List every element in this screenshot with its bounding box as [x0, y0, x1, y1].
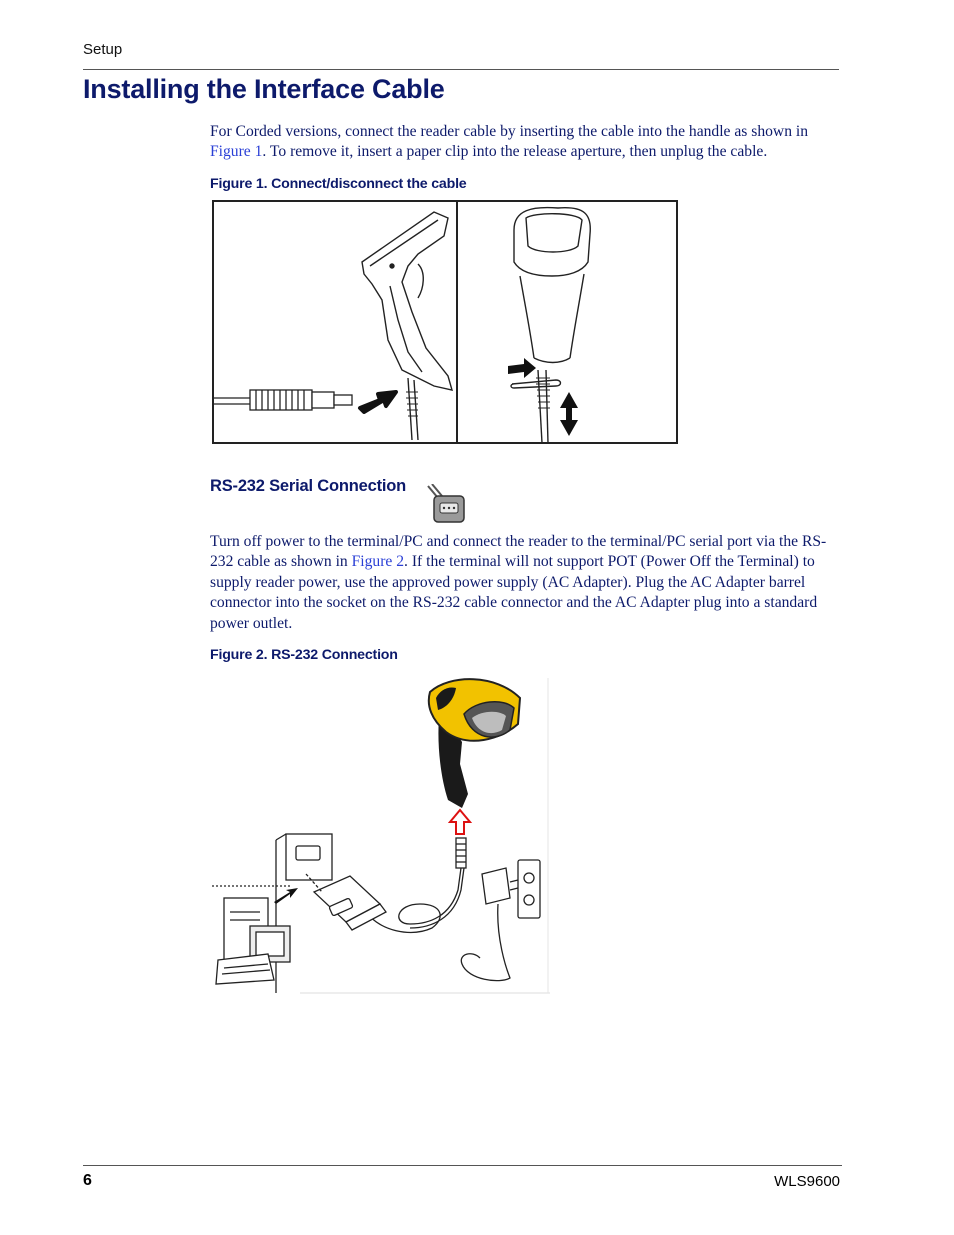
rs232-cable: [368, 838, 466, 932]
intro-paragraph: [210, 122, 842, 163]
page-number: 6: [83, 1172, 92, 1189]
figure-2-rs232-connection: [210, 668, 555, 996]
rs232-paragraph: [210, 532, 842, 634]
figure-1-link[interactable]: Figure 1: [210, 143, 263, 161]
footer-rule: [83, 1165, 842, 1166]
intro-text-1: For Corded versions, connect the reader cable by inserting the cable into the handle as shown in: [210, 123, 809, 140]
rs232-text-1: Turn off power to the terminal/PC and connect the reader to the terminal/PC serial port via the RS-232 cable as shown in: [210, 533, 827, 571]
rs232-heading: RS-232 Serial Connection: [210, 477, 407, 495]
figure-2-link[interactable]: Figure 2: [351, 553, 405, 571]
intro-text-2: . To remove it, insert a paper clip into the release aperture, then unplug the cable.: [262, 143, 768, 161]
page-title: Installing the Interface Cable: [83, 74, 445, 104]
figure-2-caption: Figure 2. RS-232 Connection: [210, 647, 398, 663]
figure-1-connect-cable: [212, 200, 678, 444]
figure-1-caption: Figure 1. Connect/disconnect the cable: [210, 176, 467, 192]
db9-connector-illustration: [306, 874, 386, 930]
wall-outlet-illustration: [518, 860, 540, 918]
ac-adapter-illustration: [461, 868, 518, 981]
scanner-illustration: [429, 679, 520, 808]
serial-port-arrow-icon: [274, 888, 298, 904]
serial-connector-icon: [424, 484, 470, 526]
header-rule: [83, 69, 839, 70]
red-up-arrow-icon: [450, 810, 470, 834]
product-name: WLS9600: [774, 1173, 840, 1190]
running-header: Setup: [83, 41, 123, 58]
wall-port-panel: [276, 834, 332, 993]
rs232-text-2: . If the terminal will not support POT (Power Off the Terminal) to supply reader power, use the approved power supply (AC Adapter). Plug the AC Adapter barrel connector into the socket on the RS-232 cable connector and the AC Adapter plug into a standard power outlet.: [210, 553, 818, 632]
